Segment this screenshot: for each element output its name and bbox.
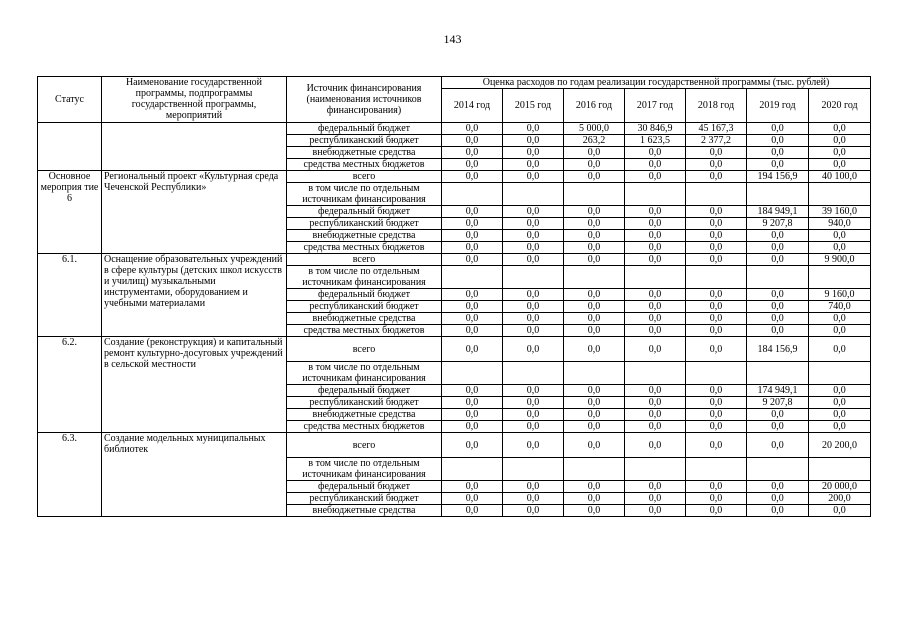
value-cell: 0,0 (747, 505, 809, 517)
value-cell: 0,0 (442, 147, 503, 159)
value-cell: 0,0 (686, 147, 747, 159)
value-cell: 0,0 (747, 123, 809, 135)
value-cell: 0,0 (747, 254, 809, 266)
value-cell (564, 458, 625, 481)
value-cell: 0,0 (442, 409, 503, 421)
header-status: Статус (38, 77, 102, 123)
value-cell: 0,0 (747, 159, 809, 171)
source-cell: средства местных бюджетов (287, 421, 442, 433)
value-cell: 940,0 (809, 218, 871, 230)
value-cell: 0,0 (747, 135, 809, 147)
source-cell: всего (287, 254, 442, 266)
header-year: 2020 год (809, 89, 871, 123)
value-cell (809, 362, 871, 385)
value-cell (809, 183, 871, 206)
value-cell: 0,0 (503, 433, 564, 458)
value-cell (809, 458, 871, 481)
name-cell: Создание (реконструкция) и капитальный ремонт культурно-досуговых учреждений в сельской местности (102, 337, 287, 433)
value-cell: 184 949,1 (747, 206, 809, 218)
value-cell: 0,0 (564, 337, 625, 362)
status-cell: Основное мероприя тие 6 (38, 171, 102, 254)
value-cell: 0,0 (625, 433, 686, 458)
value-cell: 0,0 (503, 493, 564, 505)
value-cell: 0,0 (625, 409, 686, 421)
source-cell: республиканский бюджет (287, 493, 442, 505)
name-cell: Оснащение образовательных учреждений в сфере культуры (детских школ искусств и училищ) музыкальными инструментами, оборудованием и учебными материалами (102, 254, 287, 337)
source-cell: в том числе по отдельным источникам финансирования (287, 266, 442, 289)
source-cell: средства местных бюджетов (287, 325, 442, 337)
value-cell: 0,0 (686, 397, 747, 409)
value-cell: 0,0 (625, 481, 686, 493)
value-cell: 0,0 (503, 409, 564, 421)
value-cell: 0,0 (809, 313, 871, 325)
value-cell: 20 200,0 (809, 433, 871, 458)
value-cell: 0,0 (686, 385, 747, 397)
value-cell: 0,0 (503, 206, 564, 218)
value-cell: 0,0 (564, 289, 625, 301)
value-cell: 0,0 (564, 254, 625, 266)
value-cell: 0,0 (625, 159, 686, 171)
value-cell: 0,0 (503, 505, 564, 517)
header-year: 2018 год (686, 89, 747, 123)
value-cell: 0,0 (442, 230, 503, 242)
value-cell: 0,0 (503, 171, 564, 183)
source-cell: республиканский бюджет (287, 218, 442, 230)
source-cell: федеральный бюджет (287, 206, 442, 218)
value-cell: 0,0 (809, 242, 871, 254)
table-body (38, 123, 871, 517)
value-cell (686, 362, 747, 385)
table-row (38, 433, 871, 458)
value-cell: 0,0 (503, 481, 564, 493)
value-cell: 0,0 (747, 147, 809, 159)
value-cell: 0,0 (809, 230, 871, 242)
source-cell: внебюджетные средства (287, 409, 442, 421)
source-cell: средства местных бюджетов (287, 159, 442, 171)
status-cell: 6.2. (38, 337, 102, 433)
value-cell: 0,0 (625, 421, 686, 433)
value-cell: 0,0 (503, 230, 564, 242)
value-cell (747, 183, 809, 206)
value-cell: 0,0 (625, 171, 686, 183)
value-cell: 0,0 (564, 493, 625, 505)
value-cell: 0,0 (442, 313, 503, 325)
header-source: Источник финансирования (наименования источников финансирования) (287, 77, 442, 123)
value-cell: 0,0 (503, 123, 564, 135)
value-cell: 0,0 (747, 421, 809, 433)
value-cell: 0,0 (564, 433, 625, 458)
value-cell: 0,0 (686, 493, 747, 505)
page-number: 143 (443, 32, 462, 46)
value-cell: 0,0 (809, 397, 871, 409)
value-cell: 0,0 (442, 254, 503, 266)
value-cell (747, 266, 809, 289)
value-cell: 263,2 (564, 135, 625, 147)
value-cell: 0,0 (747, 493, 809, 505)
value-cell: 0,0 (686, 421, 747, 433)
value-cell: 0,0 (625, 505, 686, 517)
value-cell (625, 183, 686, 206)
value-cell: 0,0 (503, 421, 564, 433)
value-cell: 0,0 (564, 313, 625, 325)
value-cell: 0,0 (503, 325, 564, 337)
value-cell: 0,0 (625, 325, 686, 337)
value-cell (686, 266, 747, 289)
value-cell: 0,0 (564, 397, 625, 409)
value-cell: 0,0 (625, 397, 686, 409)
value-cell: 0,0 (747, 409, 809, 421)
value-cell: 0,0 (442, 218, 503, 230)
value-cell: 0,0 (503, 313, 564, 325)
header-year: 2016 год (564, 89, 625, 123)
status-cell (38, 123, 102, 171)
value-cell: 174 949,1 (747, 385, 809, 397)
value-cell: 0,0 (564, 505, 625, 517)
source-cell: в том числе по отдельным источникам финансирования (287, 362, 442, 385)
value-cell: 1 623,5 (625, 135, 686, 147)
value-cell: 0,0 (503, 242, 564, 254)
value-cell (564, 183, 625, 206)
value-cell (503, 362, 564, 385)
value-cell: 0,0 (503, 301, 564, 313)
value-cell: 0,0 (625, 289, 686, 301)
value-cell: 0,0 (503, 147, 564, 159)
source-cell: республиканский бюджет (287, 301, 442, 313)
value-cell: 0,0 (686, 313, 747, 325)
value-cell: 0,0 (564, 385, 625, 397)
value-cell: 0,0 (564, 218, 625, 230)
value-cell (686, 458, 747, 481)
value-cell: 0,0 (809, 337, 871, 362)
name-cell: Региональный проект «Культурная среда Чеченской Республики» (102, 171, 287, 254)
value-cell: 39 160,0 (809, 206, 871, 218)
value-cell: 0,0 (809, 421, 871, 433)
value-cell: 0,0 (625, 337, 686, 362)
value-cell: 0,0 (442, 397, 503, 409)
value-cell: 0,0 (625, 206, 686, 218)
value-cell: 0,0 (809, 135, 871, 147)
value-cell: 0,0 (747, 481, 809, 493)
value-cell (442, 362, 503, 385)
value-cell: 0,0 (442, 433, 503, 458)
header-year: 2019 год (747, 89, 809, 123)
value-cell: 0,0 (686, 481, 747, 493)
header-estimate: Оценка расходов по годам реализации государственной программы (тыс. рублей) (442, 77, 871, 89)
value-cell: 0,0 (564, 242, 625, 254)
value-cell: 0,0 (686, 206, 747, 218)
source-cell: федеральный бюджет (287, 385, 442, 397)
value-cell: 0,0 (442, 481, 503, 493)
source-cell: внебюджетные средства (287, 313, 442, 325)
value-cell: 0,0 (686, 301, 747, 313)
value-cell: 0,0 (686, 171, 747, 183)
source-cell: внебюджетные средства (287, 147, 442, 159)
value-cell: 0,0 (442, 242, 503, 254)
value-cell (625, 266, 686, 289)
value-cell: 0,0 (625, 313, 686, 325)
header-year: 2017 год (625, 89, 686, 123)
value-cell: 9 207,8 (747, 218, 809, 230)
value-cell: 740,0 (809, 301, 871, 313)
value-cell: 0,0 (442, 505, 503, 517)
value-cell: 0,0 (747, 433, 809, 458)
source-cell: в том числе по отдельным источникам финансирования (287, 183, 442, 206)
value-cell: 0,0 (442, 493, 503, 505)
budget-table (37, 76, 871, 517)
value-cell: 194 156,9 (747, 171, 809, 183)
value-cell (503, 183, 564, 206)
value-cell: 9 900,0 (809, 254, 871, 266)
value-cell: 0,0 (564, 301, 625, 313)
value-cell: 0,0 (442, 337, 503, 362)
source-cell: федеральный бюджет (287, 289, 442, 301)
value-cell: 0,0 (625, 242, 686, 254)
value-cell: 0,0 (686, 230, 747, 242)
value-cell: 0,0 (809, 147, 871, 159)
value-cell (442, 266, 503, 289)
value-cell: 0,0 (442, 159, 503, 171)
value-cell: 0,0 (503, 337, 564, 362)
status-cell: 6.3. (38, 433, 102, 517)
value-cell: 0,0 (564, 421, 625, 433)
source-cell: республиканский бюджет (287, 135, 442, 147)
value-cell: 0,0 (625, 493, 686, 505)
value-cell: 0,0 (442, 421, 503, 433)
status-cell: 6.1. (38, 254, 102, 337)
value-cell (564, 266, 625, 289)
table-row (38, 254, 871, 266)
value-cell: 0,0 (503, 289, 564, 301)
value-cell: 0,0 (625, 218, 686, 230)
value-cell: 0,0 (503, 159, 564, 171)
value-cell: 45 167,3 (686, 123, 747, 135)
name-cell (102, 123, 287, 171)
source-cell: республиканский бюджет (287, 397, 442, 409)
value-cell: 0,0 (442, 325, 503, 337)
value-cell: 0,0 (564, 230, 625, 242)
value-cell: 0,0 (503, 218, 564, 230)
value-cell: 0,0 (747, 230, 809, 242)
value-cell: 0,0 (442, 289, 503, 301)
value-cell: 0,0 (503, 397, 564, 409)
table-row (38, 123, 871, 135)
value-cell: 9 207,8 (747, 397, 809, 409)
header-name: Наименование государственной программы, подпрограммы государственной программы, мероприятий (102, 77, 287, 123)
value-cell: 0,0 (809, 409, 871, 421)
value-cell: 0,0 (564, 409, 625, 421)
value-cell: 0,0 (564, 159, 625, 171)
value-cell: 5 000,0 (564, 123, 625, 135)
value-cell: 0,0 (625, 301, 686, 313)
value-cell: 0,0 (625, 254, 686, 266)
value-cell (442, 183, 503, 206)
value-cell: 0,0 (747, 242, 809, 254)
value-cell: 0,0 (503, 385, 564, 397)
source-cell: внебюджетные средства (287, 230, 442, 242)
value-cell: 0,0 (442, 206, 503, 218)
value-cell: 0,0 (809, 123, 871, 135)
header-year: 2015 год (503, 89, 564, 123)
value-cell (747, 362, 809, 385)
value-cell (503, 458, 564, 481)
value-cell: 0,0 (625, 147, 686, 159)
value-cell: 0,0 (686, 159, 747, 171)
value-cell (625, 458, 686, 481)
value-cell: 0,0 (442, 123, 503, 135)
value-cell: 0,0 (503, 254, 564, 266)
source-cell: средства местных бюджетов (287, 242, 442, 254)
value-cell: 200,0 (809, 493, 871, 505)
value-cell: 0,0 (747, 301, 809, 313)
value-cell: 0,0 (809, 385, 871, 397)
value-cell: 0,0 (809, 159, 871, 171)
value-cell: 0,0 (564, 481, 625, 493)
value-cell: 0,0 (686, 325, 747, 337)
value-cell: 0,0 (686, 337, 747, 362)
value-cell: 0,0 (686, 254, 747, 266)
value-cell: 0,0 (686, 289, 747, 301)
value-cell: 0,0 (442, 385, 503, 397)
value-cell: 0,0 (747, 325, 809, 337)
value-cell (442, 458, 503, 481)
value-cell: 0,0 (503, 135, 564, 147)
value-cell: 0,0 (625, 230, 686, 242)
table-row (38, 171, 871, 183)
value-cell (747, 458, 809, 481)
value-cell (503, 266, 564, 289)
value-cell: 0,0 (686, 218, 747, 230)
value-cell: 0,0 (747, 313, 809, 325)
value-cell: 20 000,0 (809, 481, 871, 493)
value-cell: 30 846,9 (625, 123, 686, 135)
value-cell: 0,0 (686, 409, 747, 421)
value-cell: 0,0 (625, 385, 686, 397)
value-cell (809, 266, 871, 289)
value-cell: 9 160,0 (809, 289, 871, 301)
value-cell: 0,0 (747, 289, 809, 301)
value-cell: 2 377,2 (686, 135, 747, 147)
source-cell: внебюджетные средства (287, 505, 442, 517)
value-cell: 0,0 (686, 242, 747, 254)
value-cell: 0,0 (809, 505, 871, 517)
value-cell: 0,0 (442, 171, 503, 183)
source-cell: всего (287, 337, 442, 362)
value-cell: 40 100,0 (809, 171, 871, 183)
value-cell: 0,0 (564, 206, 625, 218)
value-cell: 0,0 (564, 147, 625, 159)
source-cell: в том числе по отдельным источникам финансирования (287, 458, 442, 481)
name-cell: Создание модельных муниципальных библиотек (102, 433, 287, 517)
value-cell: 0,0 (564, 171, 625, 183)
value-cell: 0,0 (809, 325, 871, 337)
value-cell (564, 362, 625, 385)
value-cell: 0,0 (686, 433, 747, 458)
value-cell (686, 183, 747, 206)
value-cell: 0,0 (686, 505, 747, 517)
header-year: 2014 год (442, 89, 503, 123)
source-cell: федеральный бюджет (287, 481, 442, 493)
table-row (38, 337, 871, 362)
value-cell (625, 362, 686, 385)
value-cell: 0,0 (442, 135, 503, 147)
source-cell: всего (287, 171, 442, 183)
source-cell: федеральный бюджет (287, 123, 442, 135)
source-cell: всего (287, 433, 442, 458)
value-cell: 0,0 (564, 325, 625, 337)
value-cell: 184 156,9 (747, 337, 809, 362)
value-cell: 0,0 (442, 301, 503, 313)
